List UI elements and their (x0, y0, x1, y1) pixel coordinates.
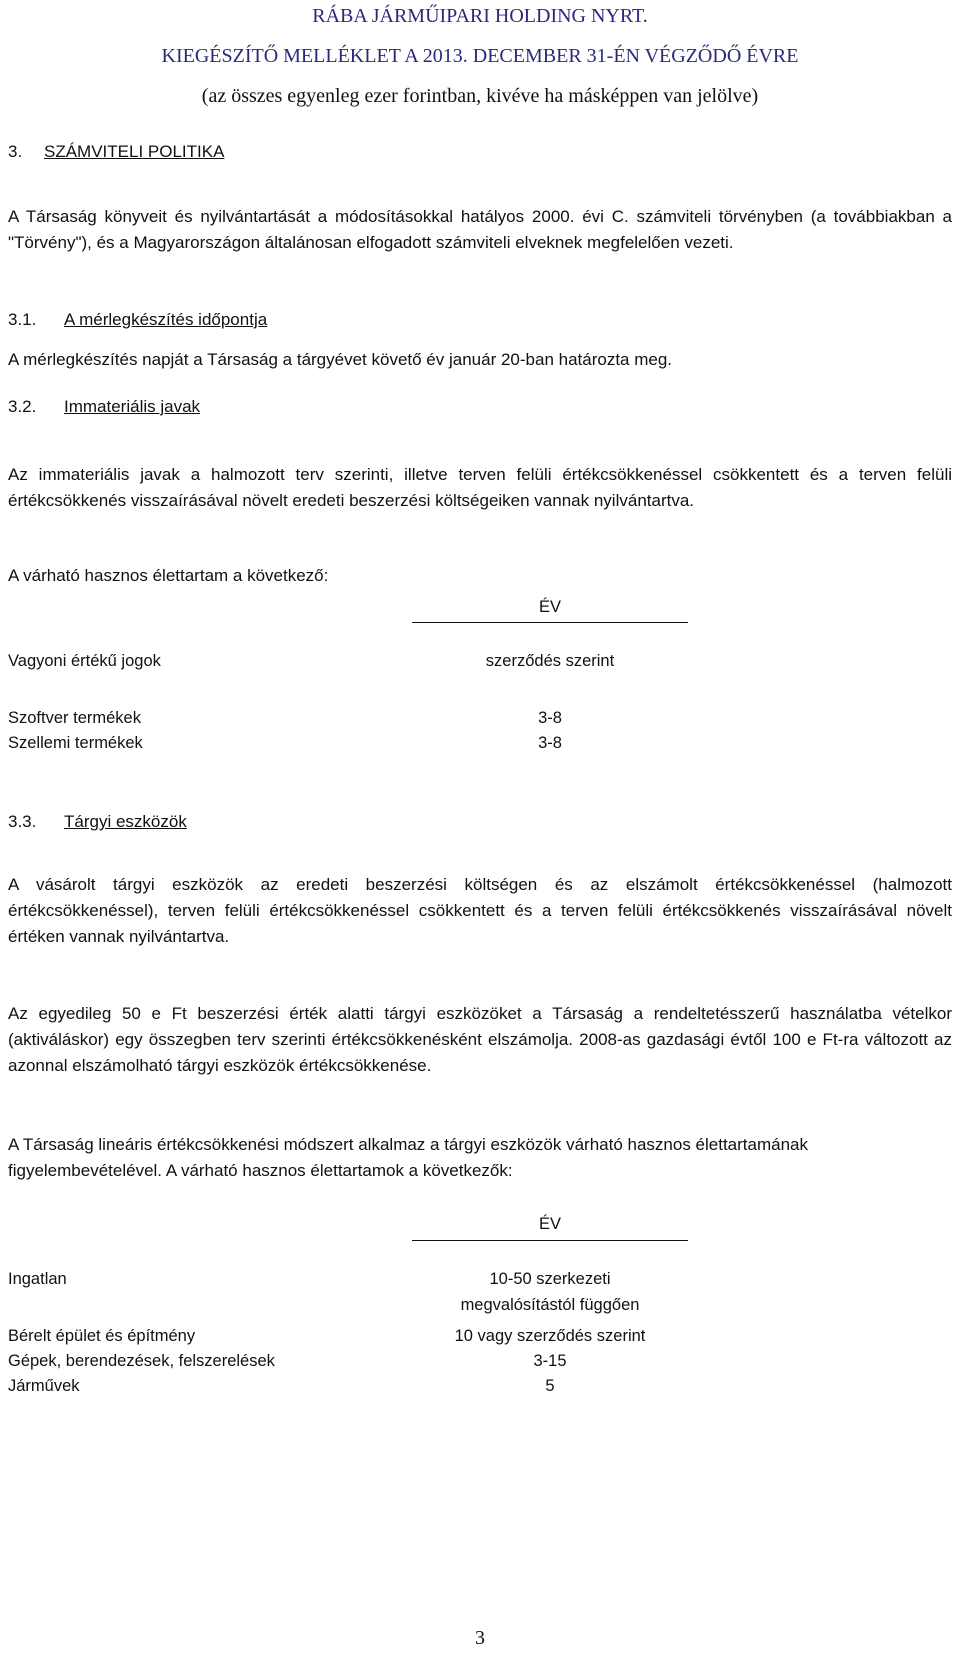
subsection-paragraph: Az egyedileg 50 e Ft beszerzési érték alatti tárgyi eszközöket a Társaság a rendeltetésszerű használatba vételkor (aktiváláskor) egy összegben terv szerinti értékcsökkenésként elszámolja. 2008-as gazdasági évtől 100 e Ft-ra változott az azonnal elszámolható tárgyi eszközök értékcsökkenése. (8, 1004, 952, 1075)
subsection-title: Tárgyi eszközök (64, 812, 187, 831)
header-note: (az összes egyenleg ezer forintban, kivéve ha másképpen van jelölve) (201, 85, 759, 107)
table-row-value: 3-8 (538, 734, 562, 752)
subsection-text-3-1: A mérlegkészítés napját a Társaság a tárgyévet követő év január 20-ban határozta meg. (8, 350, 673, 369)
subsection-paragraph: A Társaság lineáris értékcsökkenési módszert alkalmaz a tárgyi eszközök várható hasznos élettartamának figyelembevételével. A várható hasznos élettartamok a következők: (8, 1135, 809, 1180)
header-company: RÁBA JÁRMŰIPARI HOLDING NYRT. (312, 5, 648, 27)
subsection-title: A mérlegkészítés időpontja (64, 310, 268, 329)
table-row-label: Járművek (8, 1377, 80, 1395)
page-number: 3 (475, 1627, 485, 1649)
table-row-label: Gépek, berendezések, felszerelések (8, 1352, 275, 1370)
table-row-value: 3-8 (538, 709, 562, 727)
section-intro: A Társaság könyveit és nyilvántartását a módosításokkal hatályos 2000. évi C. számviteli törvényben (a továbbiakban a "Törvény"), és a Magyarországon általánosan elfogadott számviteli elveknek megfelelően vezeti. (8, 207, 952, 252)
table-header-rule (412, 622, 688, 623)
table-row-value: szerződés szerint (485, 652, 615, 670)
subsection-title: Immateriális javak (64, 397, 201, 416)
table-row-value: 5 (545, 1377, 555, 1395)
table-column-header: ÉV (538, 1215, 561, 1233)
table-row-value: 10-50 szerkezeti (489, 1270, 611, 1288)
table-header-rule (412, 1240, 688, 1241)
section-heading (8, 142, 224, 162)
subsection-heading-3-3 (8, 812, 187, 832)
subsection-paragraph: A várható hasznos élettartam a következő: (8, 566, 329, 585)
subsection-number: 3.2. (8, 397, 37, 416)
table-row-value: 3-15 (533, 1352, 567, 1370)
subsection-number: 3.3. (8, 812, 37, 831)
table-row-label: Bérelt épület és építmény (8, 1327, 196, 1345)
table-row-value: megvalósítástól függően (460, 1296, 640, 1314)
header-title: KIEGÉSZÍTŐ MELLÉKLET A 2013. DECEMBER 31-ÉN VÉGZŐDŐ ÉVRE (161, 45, 799, 67)
subsection-paragraph: A vásárolt tárgyi eszközök az eredeti beszerzési költségen és az elszámolt értékcsökkenéssel (halmozott értékcsökkenéssel), terven felüli értékcsökkenéssel csökkentett és a terven felüli értékcsökkenés visszaírásával növelt értéken vannak nyilvántartva. (8, 875, 952, 946)
table-row-label: Vagyoni értékű jogok (8, 652, 161, 670)
table-row-label: Ingatlan (8, 1270, 67, 1288)
section-number: 3. (8, 142, 23, 161)
table-row-label: Szellemi termékek (8, 734, 143, 752)
subsection-heading-3-1 (8, 310, 267, 330)
section-title: SZÁMVITELI POLITIKA (44, 142, 225, 161)
table-row-value: 10 vagy szerződés szerint (454, 1327, 646, 1345)
table-column-header: ÉV (538, 598, 561, 616)
subsection-heading-3-2 (8, 397, 200, 417)
table-row-label: Szoftver termékek (8, 709, 141, 727)
subsection-paragraph: Az immateriális javak a halmozott terv szerinti, illetve terven felüli értékcsökkenéssel csökkentett és a terven felüli értékcsökkenés visszaírásával növelt eredeti beszerzési költségeiken vannak nyilvántartva. (8, 465, 952, 510)
subsection-number: 3.1. (8, 310, 37, 329)
